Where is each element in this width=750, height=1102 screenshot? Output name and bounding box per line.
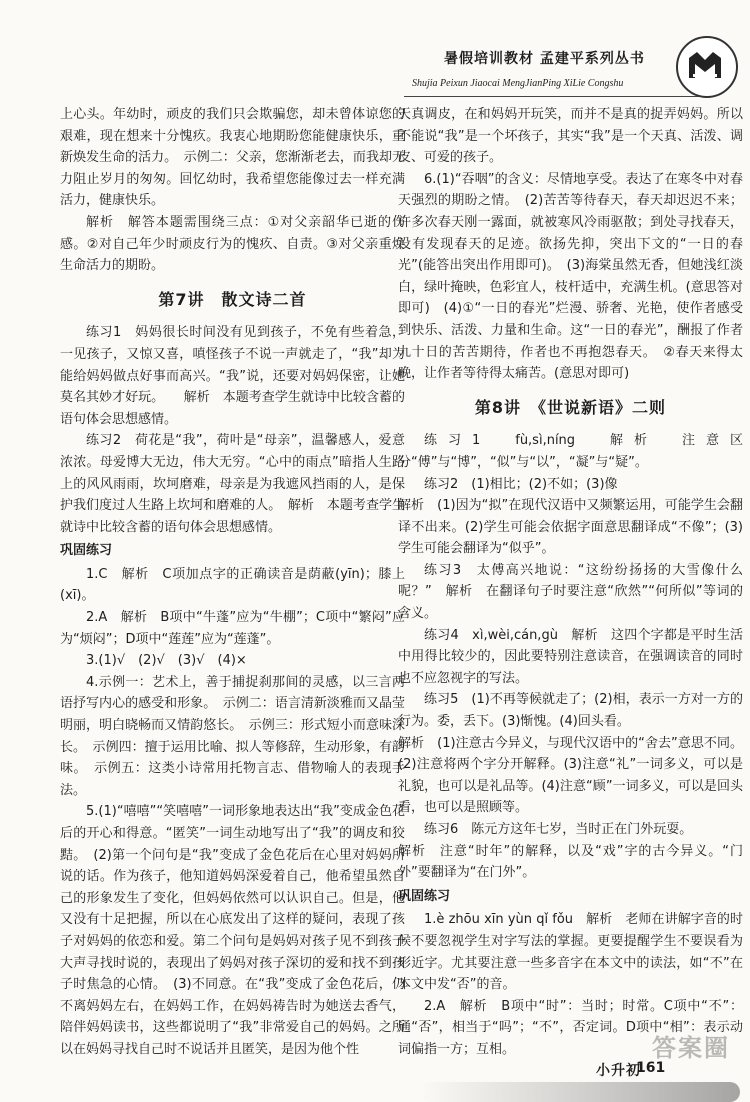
- question-2: 2.A 解析 B项中“时”：当时；时常。C项中“不”：通“否”，相当于“吗”；“不”，否定词。D项中“相”：表示动词偏指一方；互相。: [398, 998, 743, 1057]
- exercise-2-analysis: 解析 (1)因为“拟”在现代汉语中又频繁运用，可能学生会翻译不出来。(2)学生可能会依据字面意思翻译成“不像”；(3)学生可能会翻译为“似乎”。: [398, 498, 743, 557]
- question-5: 5.(1)“嘻嘻”“笑嘻嘻”一词形象地表达出“我”变成金色花后的开心和得意。“匿笑”一词生动地写出了“我”的调皮和狡黠。 (2)第一个问句是“我”变成了金色花后在心里对妈妈所说的话。作为孩子，他知道妈妈深爱着自己，他希望虽然自己的形象发生了变化，但妈妈依然可以认识自己。但是，他又没有十足把握，所以在心底发出了这样的疑问，表现了孩子对妈妈的依恋和爱。第二个问句是妈妈对孩子见不到孩子大声寻找时说的，表现出了妈妈对孩子深切的爱和找不到孩子时焦急的心情。 (3)不同意。在“我”变成了金色花后，仍不离妈妈左右，在妈妈工作，在妈妈祷告时为她送去香气，陪伴妈妈读书，这些都说明了“我”非常爱自己的妈妈。之所以在妈妈寻找自己时不说话并且匿笑，是因为他个性: [60, 804, 405, 1057]
- exercise-6: 练习6 陈元方这年七岁，当时正在门外玩耍。: [424, 822, 693, 837]
- question-2: 2.A 解析 B项中“牛蓬”应为“牛棚”；C项中“繁闷”应为“烦闷”；D项中“莲莲”应为“莲蓬”。: [60, 610, 405, 647]
- exercise-4: 练习4 xì,wèi,cán,gù 解析 这四个字都是平时生活中用得比较少的，因此要特别注意读音，在强调读音的同时也不应忽视字的写法。: [398, 627, 743, 686]
- publisher-logo-icon: [676, 36, 738, 98]
- exercise-2: 练习2 (1)相比；(2)不如；(3)像: [424, 476, 618, 492]
- exercise-5: 练习5 (1)不再等候就走了；(2)相，表示一方对一方的行为。委，丢下。(3)惭愧。(4)回头看。: [398, 692, 743, 730]
- series-pinyin: Shujia Peixun Jiaocai MengJianPing XiLie Congshu: [412, 78, 624, 89]
- page-footer: [0, 1040, 750, 1102]
- consolidation-heading: 巩固练习: [60, 543, 113, 559]
- section-7-title: 第7讲 散文诗二首: [158, 289, 307, 309]
- exercise-1: 练习1 fù,sì,níng 解析 注意区分“傅”与“博”，“似”与“以”，“凝”与“疑”。: [398, 433, 743, 470]
- exercise-5-analysis: 解析 (1)注意古今异义，与现代汉语中的“舍去”意思不同。(2)注意将两个字分开解释。(3)注意“礼”一词多义，可以是礼貌，也可以是礼品等。(4)注意“顾”一词多义，可以是回头看，也可以是照顾等。: [398, 735, 743, 816]
- exercise-6-analysis: 解析 注意“时年”的解释，以及“戏”字的古今异义。“门外”要翻译为“在门外”。: [398, 843, 743, 881]
- question-4: 4.示例一：艺术上，善于捕捉刹那间的灵感，以三言两语抒写内心的感受和形象。 示例二：语言清新淡雅而又晶莹明丽，明白晓畅而又情韵悠长。 示例三：形式短小而意味深长。 示例四：擅于运用比喻、拟人等修辞，生动形象，有韵味。 示例五：这类小诗常用托物言志、借物喻人的表现手法。: [60, 674, 405, 798]
- page-number: 161: [636, 1060, 666, 1076]
- answer-continuation: 天真调皮，在和妈妈开玩笑，而并不是真的捉弄妈妈。所以不能说“我”是一个坏孩子，其实“我”是一个天真、活泼、调皮、可爱的孩子。: [398, 107, 743, 166]
- answer-paragraph: 上心头。年幼时，顽皮的我们只会欺骗您，却未曾体谅您的艰难，现在想来十分愧疚。我衷心地期盼您能健康快乐，重新焕发生命的活力。 示例二：父亲，您渐渐老去，而我却无力阻止岁月的匆匆。回忆幼时，我希望您能像过去一样充满活力，健康快乐。: [60, 107, 405, 209]
- page-header: [0, 0, 750, 100]
- section-8-title: 第8讲 《世说新语》二则: [474, 397, 667, 417]
- consolidation-heading: 巩固练习: [398, 888, 451, 904]
- series-title: 暑假培训教材 孟建平系列丛书: [444, 51, 645, 67]
- analysis-paragraph: 解析 解答本题需围绕三点：①对父亲韶华已逝的伤感。②对自己年少时顽皮行为的愧疚、自责。③对父亲重焕生命活力的期盼。: [60, 214, 405, 274]
- question-1: 1.C 解析 C项加点字的正确读音是荫蔽(yīn)；膝上(xī)。: [60, 566, 405, 604]
- watermark: 答案圈: [652, 1034, 730, 1062]
- exercise-1: 练习1 妈妈很长时间没有见到孩子，不免有些着急，一见孩子，又惊又喜，嗔怪孩子不说一声就走了，“我”却为能给妈妈做点好事而高兴。“我”说，还要对妈妈保密，让她莫名其妙才好玩。 解析 本题考查学生就诗中比较含蓄的语句体会思想感情。: [60, 325, 405, 427]
- exercise-3: 练习3 太傅高兴地说：“这纷纷扬扬的大雪像什么呢？” 解析 在翻译句子时要注意“欣然”“何所似”等词的含义。: [398, 562, 743, 622]
- right-column: [398, 104, 743, 1061]
- question-3: 3.(1)√ (2)√ (3)√ (4)×: [86, 653, 247, 669]
- footer-label: 小升初: [596, 1063, 641, 1079]
- question-6: 6.(1)“吞咽”的含义：尽情地享受。表达了在寒冬中对春天强烈的期盼之情。 (2)苦苦等待春天，春天却迟迟不来；许多次春天刚一露面，就被寒风冷雨驱散；到处寻找春天，没有发现春天的足迹。欲扬先抑，突出下文的“一日的春光”(能答出突出作用即可)。 (3)海棠虽然无香，但她浅红淡白，绿叶掩映，色彩宜人，枝杆适中，充满生机。(意思答对即可) (4)①“一日的春光”烂漫、骄奢、光艳，使作者感受到快乐、活泼、力量和生命。这“一日的春光”，酬报了作者九十日的苦苦期待，作者也不再抱怨春天。 ②春天来得太晚，让作者等待得太痛苦。(意思对即可): [398, 171, 743, 382]
- footer-decoration: [420, 1082, 740, 1102]
- header-rule: [404, 96, 704, 97]
- question-1: 1.è zhōu xīn yùn qǐ fǒu 解析 老师在讲解字音的时候不要忽视学生对字写法的掌握。更要提醒学生不要误看为形近字。尤其要注意一些多音字在本文中的读法，如“不”在本文中发“否”的音。: [398, 912, 743, 993]
- exercise-2: 练习2 荷花是“我”，荷叶是“母亲”，温馨感人，爱意浓浓。母爱博大无边，伟大无穷。“心中的雨点”暗指人生路上的风风雨雨，坎坷磨难，母亲是为我遮风挡雨的人，是保护我们度过人生路上坎坷和磨难的人。 解析 本题考查学生就诗中比较含蓄的语句体会思想感情。: [60, 433, 405, 535]
- left-column: [60, 104, 405, 1061]
